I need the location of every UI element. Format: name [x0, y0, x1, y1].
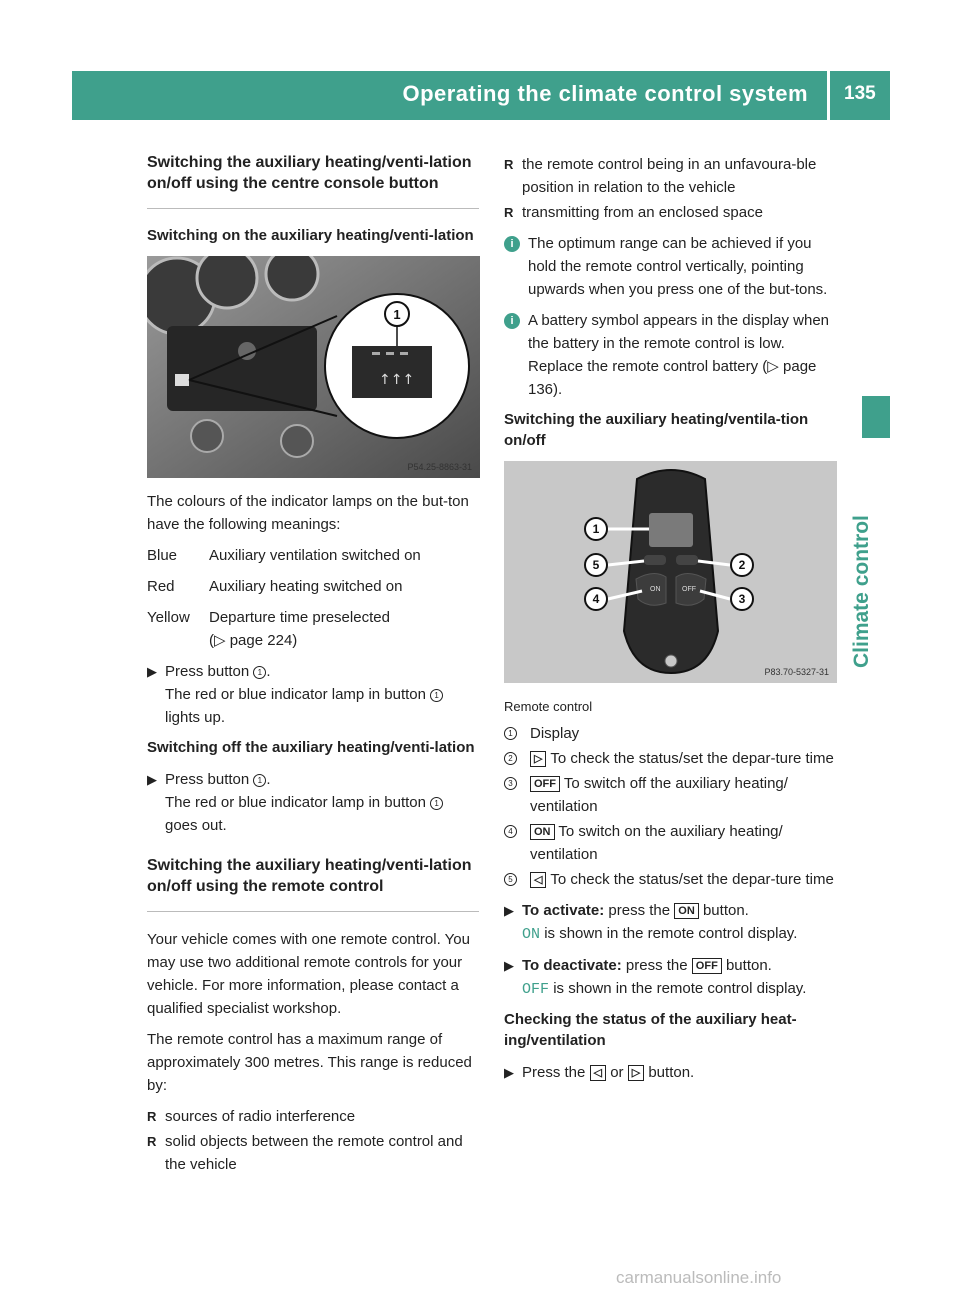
watermark: carmanualsonline.info: [616, 1268, 782, 1287]
list-item-text: the remote control being in an unfavoura-ble position in relation to the vehicle: [522, 156, 817, 196]
side-tab-marker: [862, 396, 890, 438]
on-key-icon: ON: [674, 903, 699, 919]
svg-text:5: 5: [592, 558, 600, 572]
note-text: The optimum range can be achieved if you hold the remote control vertically, pointing upwards when you press one of the but-tons.: [528, 235, 828, 298]
legend-item: [504, 772, 839, 818]
bullet-icon: R: [504, 157, 514, 172]
left-column: [147, 152, 479, 1178]
legend-item: [504, 722, 839, 745]
centre-console-photo: [147, 256, 480, 478]
legend-text: To switch on the auxiliary heating/ ventilation: [530, 823, 783, 863]
step-text-end: button.: [702, 902, 749, 919]
step-check-status: [504, 1061, 839, 1084]
info-icon: i: [504, 313, 520, 329]
page-ref-224: page 224): [229, 632, 298, 649]
callout-3-icon: 3: [504, 777, 517, 790]
colour-yellow: Yellow: [147, 609, 190, 626]
heading-rule: [147, 208, 479, 209]
meaning-yellow: Departure time preselected: [209, 609, 390, 626]
legend-item: [504, 868, 839, 891]
step-result-end: lights up.: [165, 709, 226, 726]
header-divider: [827, 71, 830, 120]
subheading-switch-off: Switching off the auxiliary heating/venti-lation: [147, 739, 475, 756]
list-item-text: solid objects between the remote control and the vehicle: [165, 1133, 463, 1173]
step-activate: [504, 899, 839, 946]
info-icon: i: [504, 236, 520, 252]
callout-2-icon: 2: [504, 752, 517, 765]
heading-remote-control: Switching the auxiliary heating/venti-lation on/off using the remote control: [147, 857, 472, 895]
step-result: is shown in the remote control display.: [553, 980, 807, 997]
legend-text: To check the status/set the depar-ture time: [550, 750, 834, 767]
paragraph-remote-intro: Your vehicle comes with one remote control. You may use two additional remote controls for your vehicle. For more information, please contact a qualified specialist workshop.: [147, 931, 470, 1017]
step-press-button-on: ▶ Press button 1 . The red or blue indicator lamp in button 1 lights up.: [147, 660, 479, 729]
step-press-button-off: ▶ Press button 1 . The red or blue indicator lamp in button 1 goes out.: [147, 768, 479, 837]
section-title: Operating the climate control system: [402, 81, 808, 106]
page-header: [72, 71, 890, 120]
centre-console-figure: [147, 256, 480, 478]
svg-text:2: 2: [738, 558, 746, 572]
list-item: [147, 1105, 479, 1128]
meaning-blue: Auxiliary ventilation switched on: [209, 547, 421, 564]
callout-1-icon: 1: [504, 727, 517, 740]
off-key-icon: OFF: [530, 776, 560, 792]
remote-control-photo: [504, 461, 837, 683]
callout-1-icon: 1: [253, 774, 266, 787]
step-arrow-icon: ▶: [504, 958, 514, 973]
remote-off-label: OFF: [682, 586, 696, 593]
meaning-red: Auxiliary heating switched on: [209, 578, 403, 595]
step-result: is shown in the remote control display.: [544, 925, 798, 942]
side-tab-label: Climate control: [850, 515, 873, 668]
list-item-text: transmitting from an enclosed space: [522, 204, 763, 221]
callout-1: 1: [393, 307, 401, 322]
callout-5-icon: 5: [504, 873, 517, 886]
legend-text: Display: [530, 725, 580, 742]
list-item: [147, 1130, 479, 1176]
step-text: Press button: [165, 663, 254, 680]
right-arrow-key-icon: ▷: [530, 751, 546, 767]
step-arrow-icon: ▶: [147, 772, 157, 787]
colour-blue: Blue: [147, 547, 178, 564]
note-text: A battery symbol appears in the display when the battery in the remote control is low. Replace the remote control battery (: [528, 312, 830, 375]
step-deactivate: [504, 954, 839, 1001]
right-column: [504, 153, 839, 1092]
left-arrow-key-icon: ◁: [590, 1065, 606, 1081]
list-item-text: sources of radio interference: [165, 1108, 356, 1125]
page-number: 135: [844, 83, 876, 104]
info-note-range: [504, 232, 839, 301]
info-note-battery: [504, 309, 839, 401]
heading-centre-console: Switching the auxiliary heating/venti-lation on/off using the centre console button: [147, 154, 472, 192]
step-arrow-icon: ▶: [147, 664, 157, 679]
figure-code: P83.70-5327-31: [764, 667, 829, 677]
step-text-end: button.: [648, 1064, 695, 1081]
step-text: press the: [625, 957, 688, 974]
page-ref-arrow-icon: ▷: [767, 358, 779, 375]
subheading-switch-on: Switching on the auxiliary heating/venti-lation: [147, 227, 474, 244]
display-off-text: OFF: [522, 981, 550, 998]
subheading-remote-on-off: Switching the auxiliary heating/ventila-tion on/off: [504, 411, 809, 449]
svg-text:1: 1: [592, 522, 600, 536]
legend-text: To switch off the auxiliary heating/ ventilation: [530, 775, 788, 815]
figure-caption: Remote control: [504, 699, 593, 714]
legend-item: [504, 820, 839, 866]
off-key-icon: OFF: [692, 958, 722, 974]
legend-text: To check the status/set the depar-ture time: [550, 871, 834, 888]
svg-text:4: 4: [592, 592, 600, 606]
page-ref-136: page 136).: [528, 358, 817, 398]
colour-red: Red: [147, 578, 175, 595]
callout-1-icon: 1: [430, 797, 443, 810]
on-key-icon: ON: [530, 824, 555, 840]
step-text: Press the: [522, 1064, 586, 1081]
colours-intro: The colours of the indicator lamps on the but-ton have the following meanings:: [147, 493, 469, 533]
meaning-yellow-cell: Departure time preselected (▷ page 224): [209, 609, 390, 649]
right-arrow-key-icon: ▷: [628, 1065, 644, 1081]
list-item: [504, 201, 839, 224]
step-result: The red or blue indicator lamp in button: [165, 794, 431, 811]
step-text-end: button.: [725, 957, 772, 974]
svg-text:3: 3: [738, 592, 746, 606]
step-result-end: goes out.: [165, 817, 227, 834]
figure-code: P54.25-8863-31: [407, 462, 472, 472]
remote-control-figure: [504, 461, 837, 683]
callout-1-icon: 1: [253, 666, 266, 679]
step-text: Press button: [165, 771, 254, 788]
colour-table: [147, 544, 479, 652]
heading-rule: [147, 911, 479, 912]
legend-item: [504, 747, 839, 770]
list-item: [504, 153, 839, 199]
remote-on-label: ON: [650, 586, 661, 593]
svg-text:↑↑↑: ↑↑↑: [379, 372, 415, 388]
subheading-check-status: Checking the status of the auxiliary heat-ing/ventilation: [504, 1011, 797, 1049]
step-text-or: or: [610, 1064, 624, 1081]
step-text: press the: [608, 902, 671, 919]
bullet-icon: R: [147, 1109, 157, 1124]
step-result: The red or blue indicator lamp in button: [165, 686, 431, 703]
callout-4-icon: 4: [504, 825, 517, 838]
left-arrow-key-icon: ◁: [530, 872, 546, 888]
step-arrow-icon: ▶: [504, 903, 514, 918]
step-arrow-icon: ▶: [504, 1065, 514, 1080]
step-label: To deactivate:: [522, 957, 622, 974]
bullet-icon: R: [147, 1134, 157, 1149]
step-label: To activate:: [522, 902, 605, 919]
callout-1-icon: 1: [430, 689, 443, 702]
bullet-icon: R: [504, 205, 514, 220]
paragraph-range: The remote control has a maximum range of approximately 300 metres. This range is reduced by:: [147, 1031, 472, 1094]
display-on-text: ON: [522, 926, 541, 943]
page-ref-arrow-icon: ▷: [214, 632, 226, 649]
